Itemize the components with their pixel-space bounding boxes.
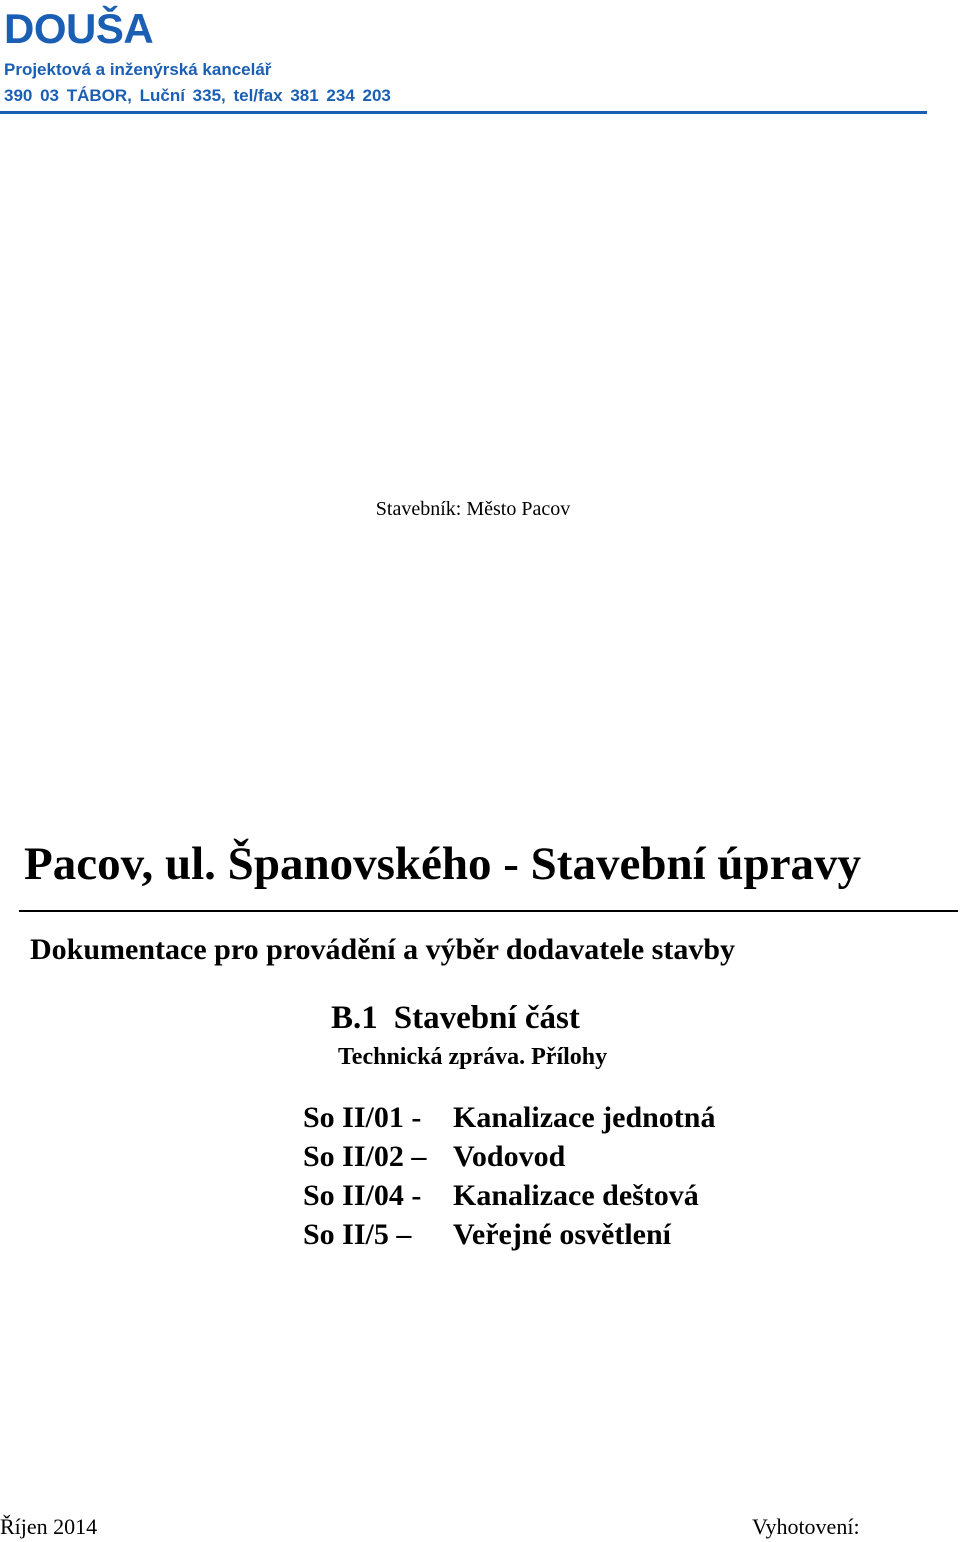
section-heading xyxy=(331,998,580,1038)
title-divider xyxy=(19,910,958,912)
document-title: Pacov, ul. Španovského - Stavební úpravy xyxy=(24,838,862,890)
object-name: Veřejné osvětlení xyxy=(453,1218,671,1251)
object-name: Kanalizace deštová xyxy=(453,1179,699,1212)
document-subtitle: Dokumentace pro provádění a výběr dodavatele stavby xyxy=(30,933,736,966)
object-name: Kanalizace jednotná xyxy=(453,1101,716,1134)
footer-date: Říjen 2014 xyxy=(0,1514,98,1539)
section-name: Stavební část xyxy=(393,1000,580,1036)
object-name: Vodovod xyxy=(453,1140,566,1173)
object-code: So II/5 – xyxy=(303,1218,412,1251)
builder-line: Stavebník: Město Pacov xyxy=(375,498,571,520)
object-row xyxy=(303,1098,716,1137)
object-code: So II/02 – xyxy=(303,1140,427,1173)
object-row xyxy=(303,1137,716,1176)
object-list xyxy=(303,1098,716,1254)
object-code: So II/04 - xyxy=(303,1179,422,1212)
section-code: B.1 xyxy=(331,1000,378,1036)
object-row xyxy=(303,1215,716,1254)
object-row xyxy=(303,1176,716,1215)
footer-made-by: Vyhotovení: xyxy=(752,1514,860,1539)
section-subtitle: Technická zpráva. Přílohy xyxy=(338,1044,608,1070)
object-code: So II/01 - xyxy=(303,1101,422,1134)
company-subtitle: Projektová a inženýrská kancelář xyxy=(4,60,272,79)
company-address: 390 03 TÁBOR, Luční 335, tel/fax 381 234 203 xyxy=(4,86,391,105)
company-name: DOUŠA xyxy=(4,5,154,52)
header-divider xyxy=(0,111,927,114)
